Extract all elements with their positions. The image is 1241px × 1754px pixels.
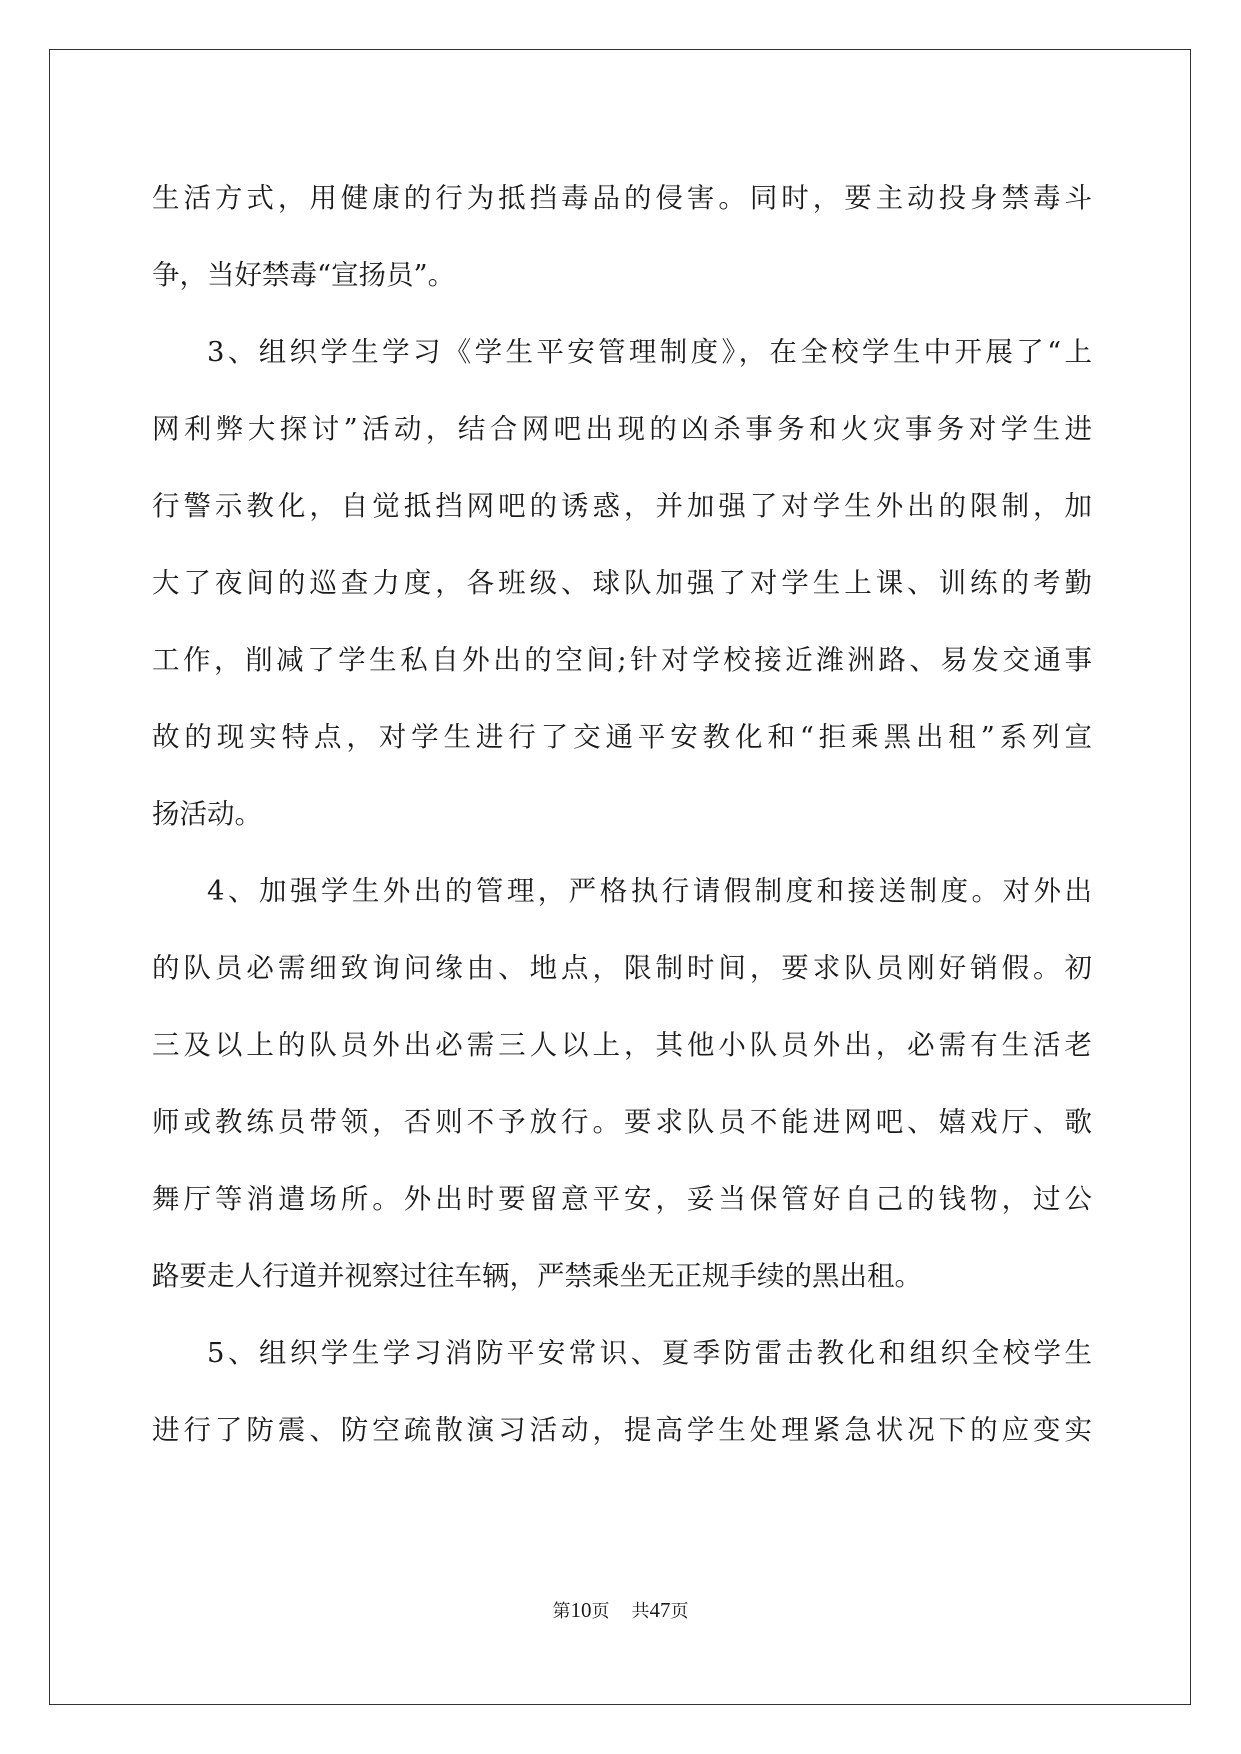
footer-page-suffix: 页 — [591, 1601, 610, 1622]
text-line: 舞厅等消遣场所。外出时要留意平安，妥当保管好自己的钱物，过公 — [152, 1183, 1092, 1215]
text-line: 的队员必需细致询问缘由、地点，限制时间，要求队员刚好销假。初 — [152, 952, 1092, 984]
text-line: 3、组织学生学习《学生平安管理制度》，在全校学生中开展了“上 — [207, 336, 1092, 368]
text-line: 三及以上的队员外出必需三人以上，其他小队员外出，必需有生活老 — [152, 1029, 1092, 1061]
text-line: 路要走人行道并视察过往车辆，严禁乘坐无正规手续的黑出租。 — [152, 1260, 922, 1292]
footer-page-current: 10 — [570, 1598, 592, 1622]
text-line: 进行了防震、防空疏散演习活动，提高学生处理紧急状况下的应变实 — [152, 1414, 1092, 1446]
text-line: 5、组织学生学习消防平安常识、夏季防雷击教化和组织全校学生 — [207, 1337, 1092, 1369]
text-line: 生活方式，用健康的行为抵挡毒品的侵害。同时，要主动投身禁毒斗 — [152, 182, 1092, 214]
footer-total-prefix: 共 — [631, 1601, 650, 1622]
text-line: 故的现实特点，对学生进行了交通平安教化和“拒乘黑出租”系列宣 — [152, 721, 1092, 753]
text-line: 大了夜间的巡查力度，各班级、球队加强了对学生上课、训练的考勤 — [152, 567, 1092, 599]
footer-page-total: 47 — [649, 1598, 671, 1622]
text-line: 网利弊大探讨”活动，结合网吧出现的凶杀事务和火灾事务对学生进 — [152, 413, 1092, 445]
text-line: 师或教练员带领，否则不予放行。要求队员不能进网吧、嬉戏厅、歌 — [152, 1106, 1092, 1138]
text-line: 争，当好禁毒“宣扬员”。 — [152, 259, 456, 291]
text-line: 扬活动。 — [152, 798, 262, 830]
text-line: 4、加强学生外出的管理，严格执行请假制度和接送制度。对外出 — [207, 875, 1092, 907]
text-line: 行警示教化，自觉抵挡网吧的诱惑，并加强了对学生外出的限制，加 — [152, 490, 1092, 522]
footer-page-prefix: 第 — [552, 1601, 571, 1622]
footer-total-suffix: 页 — [670, 1601, 689, 1622]
document-body — [152, 160, 1092, 1469]
text-line: 工作，削减了学生私自外出的空间;针对学校接近潍洲路、易发交通事 — [152, 644, 1092, 676]
page-footer — [0, 1597, 1241, 1623]
